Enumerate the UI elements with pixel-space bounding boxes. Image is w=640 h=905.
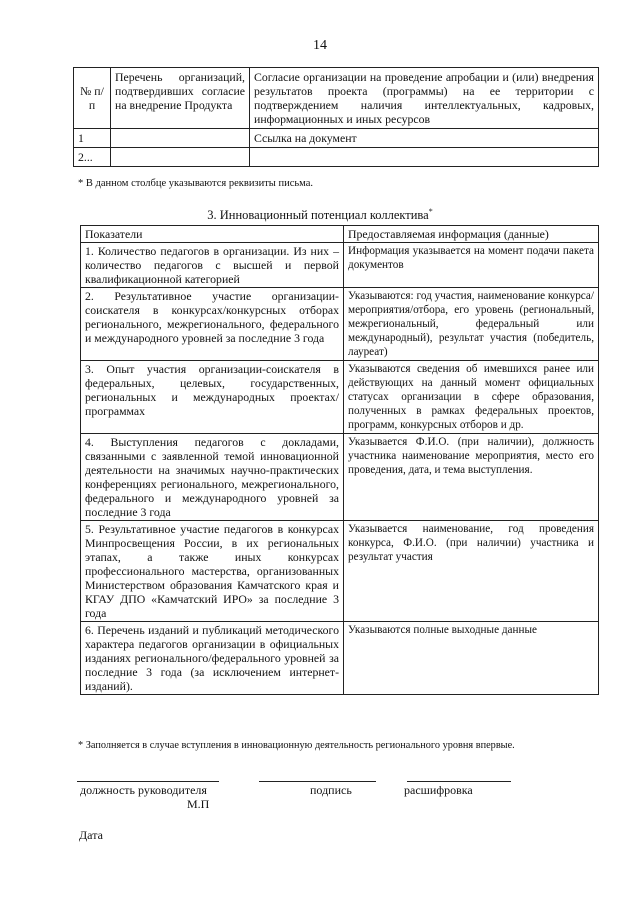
- indicator-cell: 5. Результативное участие педагогов в конкурсах Минпросвещения России, в их региональных этапах, а также иных конкурсах профессионального мастерства, организованных Министерством образования Камчатского края и КГАУ ДПО «Камчатский ИРО» за последние 3 года: [81, 521, 344, 622]
- indicator-cell: 6. Перечень изданий и публикаций методического характера педагогов организации в официальных изданиях регионального/федерального уровней за последние 3 года (за исключением интернет-изданий).: [81, 622, 344, 695]
- header-num: № п/п: [74, 68, 111, 129]
- section-title: [0, 207, 640, 223]
- position-label: должность руководителя: [80, 783, 207, 797]
- table-row: [74, 129, 599, 148]
- footnote-letter-details: * В данном столбце указываются реквизиты письма.: [78, 178, 314, 189]
- indicator-cell: 3. Опыт участия организации-соискателя в федеральных, целевых, государственных, региональных и международных проектах/программах: [81, 361, 344, 434]
- innovation-potential-table: [80, 225, 599, 695]
- row-org: [111, 148, 250, 167]
- signature-line: [259, 781, 376, 782]
- stamp-label: М.П: [187, 797, 210, 811]
- table-row: [74, 148, 599, 167]
- table-header-row: [81, 226, 599, 243]
- section-title-mark: *: [428, 207, 433, 216]
- organizations-table: [73, 67, 599, 167]
- header-info: Предоставляемая информация (данные): [344, 226, 599, 243]
- decoding-label: расшифровка: [404, 783, 473, 797]
- table-header-row: [74, 68, 599, 129]
- header-organizations: Перечень организаций, подтвердивших согласие на внедрение Продукта: [111, 68, 250, 129]
- info-cell: Указываются полные выходные данные: [344, 622, 599, 695]
- info-cell: Информация указывается на момент подачи пакета документов: [344, 243, 599, 288]
- header-indicators: Показатели: [81, 226, 344, 243]
- footnote-first-entry: * Заполняется в случае вступления в инновационную деятельность регионального уровня впервые.: [78, 740, 515, 751]
- section-title-text: 3. Инновационный потенциал коллектива: [207, 208, 429, 223]
- indicator-cell: 1. Количество педагогов в организации. Из них – количество педагогов с высшей и первой квалификационной категорией: [81, 243, 344, 288]
- decoding-line: [407, 781, 511, 782]
- page-number: 14: [313, 38, 327, 53]
- info-cell: Указываются сведения об имевшихся ранее или действующих на данный момент официальных статусах организации в сфере образования, полученных в рамках федеральных проектов, программ, конкурсных отборов и др.: [344, 361, 599, 434]
- row-agreement: [250, 148, 599, 167]
- table-row: [81, 288, 599, 361]
- signature-label: подпись: [310, 783, 352, 797]
- info-cell: Указывается Ф.И.О. (при наличии), должность участника наименование мероприятия, место его проведения, дата, и тема выступления.: [344, 434, 599, 521]
- row-agreement: Ссылка на документ: [250, 129, 599, 148]
- date-label: Дата: [79, 828, 103, 842]
- header-agreement: Согласие организации на проведение апробации и (или) внедрения результатов проекта (программы) на ее территории с подтверждением наличия интеллектуальных, кадровых, информационных и иных ресурсов: [250, 68, 599, 129]
- indicator-cell: 4. Выступления педагогов с докладами, связанными с заявленной темой инновационной деятельности на значимых научно-практических конференциях регионального, межрегионального, федерального и международного уровней за последние 3 года: [81, 434, 344, 521]
- info-cell: Указывается наименование, год проведения конкурса, Ф.И.О. (при наличии) участника и результат участия: [344, 521, 599, 622]
- position-line: [77, 781, 219, 782]
- table-row: [81, 434, 599, 521]
- table-row: [81, 521, 599, 622]
- row-num: 2...: [74, 148, 111, 167]
- table-row: [81, 243, 599, 288]
- table-row: [81, 622, 599, 695]
- info-cell: Указываются: год участия, наименование конкурса/мероприятия/отбора, его уровень (региональный, межрегиональный, федеральный или международный), результат участия (победитель, лауреат): [344, 288, 599, 361]
- table-row: [81, 361, 599, 434]
- row-num: 1: [74, 129, 111, 148]
- row-org: [111, 129, 250, 148]
- indicator-cell: 2. Результативное участие организации-соискателя в конкурсах/конкурсных отборах регионального, межрегионального, федерального и международного уровней за последние 3 года: [81, 288, 344, 361]
